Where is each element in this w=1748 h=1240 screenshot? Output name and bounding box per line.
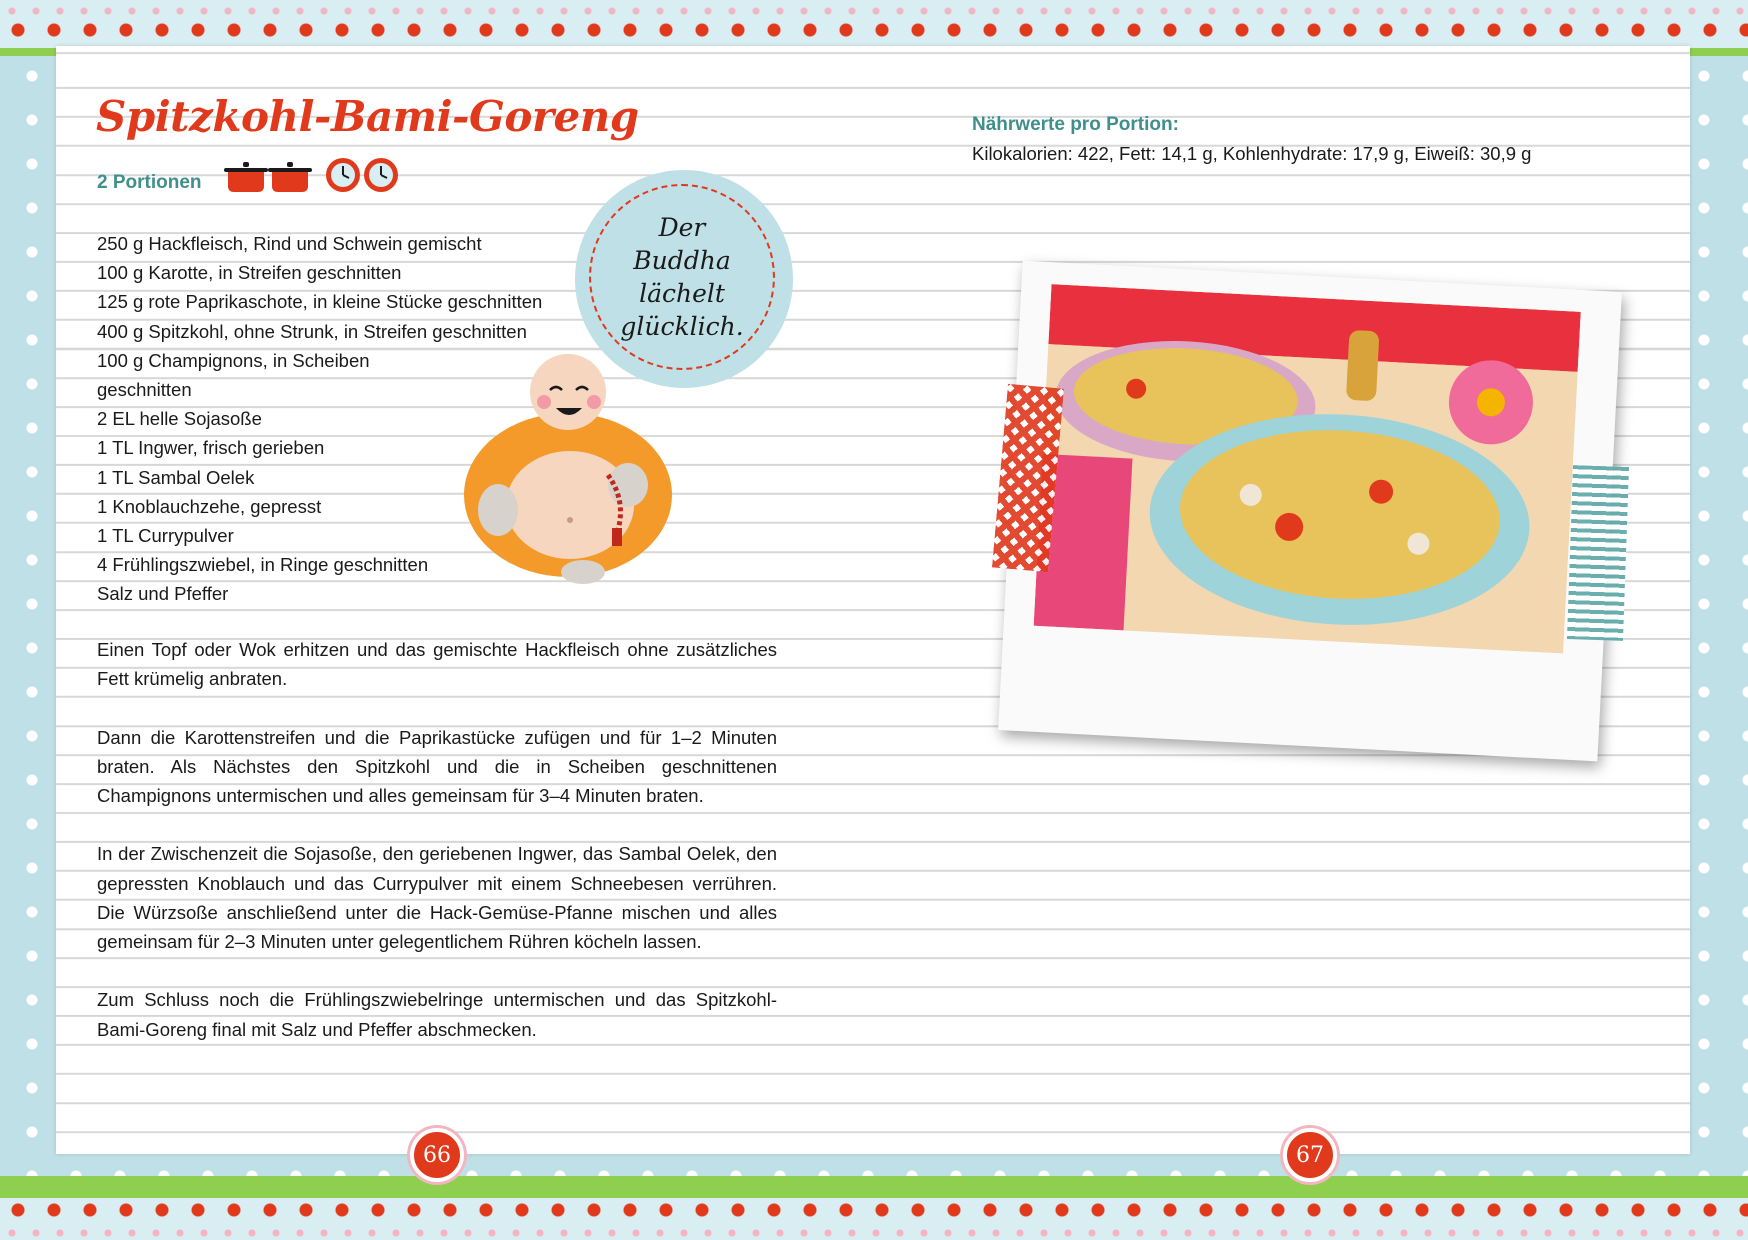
bubble-line: Der Buddha <box>633 213 731 275</box>
ingredient-item: 100 g Champignons, in Scheiben <box>97 349 370 371</box>
recipe-photo-polaroid <box>998 261 1622 762</box>
ingredient-item: 4 Frühlingszwiebel, in Ringe geschnitten <box>97 554 429 576</box>
portions-label: 2 Portionen <box>97 172 202 193</box>
ingredient-item: geschnitten <box>97 379 192 401</box>
teal-striped-tape <box>1567 465 1629 641</box>
step-paragraph: Dann die Karottenstreifen und die Paprikastücke zufügen und für 1–2 Minuten braten. Als Nächstes den Spitzkohl und die in Scheiben geschnittenen Champignons untermischen und alles gemeinsam für 3–4 Minuten braten. <box>97 726 777 806</box>
clock-icon <box>324 156 362 194</box>
recipe-title: Spitzkohl-Bami-Goreng <box>96 92 639 141</box>
cooking-pot-icon <box>268 160 312 194</box>
bubble-line: lächelt <box>639 279 725 308</box>
buddha-illustration <box>458 350 678 590</box>
ingredient-item: 400 g Spitzkohl, ohne Strunk, in Streifen geschnitten <box>97 320 527 342</box>
page-number-left: 66 <box>410 1128 464 1182</box>
preparation-steps <box>97 635 777 1073</box>
step-paragraph: Einen Topf oder Wok erhitzen und das gemischte Hackfleisch ohne zusätzliches Fett krümelig anbraten. <box>97 639 777 690</box>
green-stripe <box>0 1176 1748 1198</box>
ingredient-item: 2 EL helle Sojasoße <box>97 408 262 430</box>
page-number-right: 67 <box>1283 1128 1337 1182</box>
ingredient-item: Salz und Pfeffer <box>97 583 229 605</box>
ingredient-item: 125 g rote Paprikaschote, in kleine Stücke geschnitten <box>97 291 543 313</box>
step-paragraph: Zum Schluss noch die Frühlingszwiebelringe untermischen und das Spitzkohl-Bami-Goreng final mit Salz und Pfeffer abschmecken. <box>97 989 777 1040</box>
pink-dot-row <box>0 1226 1748 1240</box>
ingredient-item: 250 g Hackfleisch, Rind und Schwein gemischt <box>97 233 482 254</box>
clock-icon <box>362 156 400 194</box>
bubble-dashed-ring <box>589 184 775 370</box>
bubble-line: glücklich. <box>620 312 744 341</box>
recipe-photo <box>1034 284 1581 653</box>
bottom-decorative-border <box>0 1176 1748 1240</box>
ingredient-item: 1 TL Sambal Oelek <box>97 466 255 488</box>
ingredient-item: 1 Knoblauchzehe, gepresst <box>97 495 322 517</box>
pink-dot-row <box>0 4 1748 18</box>
cooking-pot-icon <box>224 160 268 194</box>
nutrition-values: Kilokalorien: 422, Fett: 14,1 g, Kohlenhydrate: 17,9 g, Eiweiß: 30,9 g <box>972 143 1532 164</box>
tulip-row <box>0 18 1748 48</box>
bubble-text <box>607 211 757 343</box>
ingredient-item: 1 TL Ingwer, frisch gerieben <box>97 437 325 459</box>
nutrition-heading: Nährwerte pro Portion: <box>972 114 1179 135</box>
tulip-row <box>0 1198 1748 1228</box>
ingredient-item: 100 g Karotte, in Streifen geschnitten <box>97 262 402 284</box>
ingredient-item: 1 TL Currypulver <box>97 525 234 547</box>
step-paragraph: In der Zwischenzeit die Sojasoße, den geriebenen Ingwer, das Sambal Oelek, den gepressten Knoblauch und das Currypulver mit einem Schneebesen verrühren. Die Würzsoße anschließend unter die Hack-Gemüse-Pfanne mischen und alles gemeinsam für 2–3 Minuten unter gelegentlichem Rühren köcheln lassen. <box>97 843 777 952</box>
